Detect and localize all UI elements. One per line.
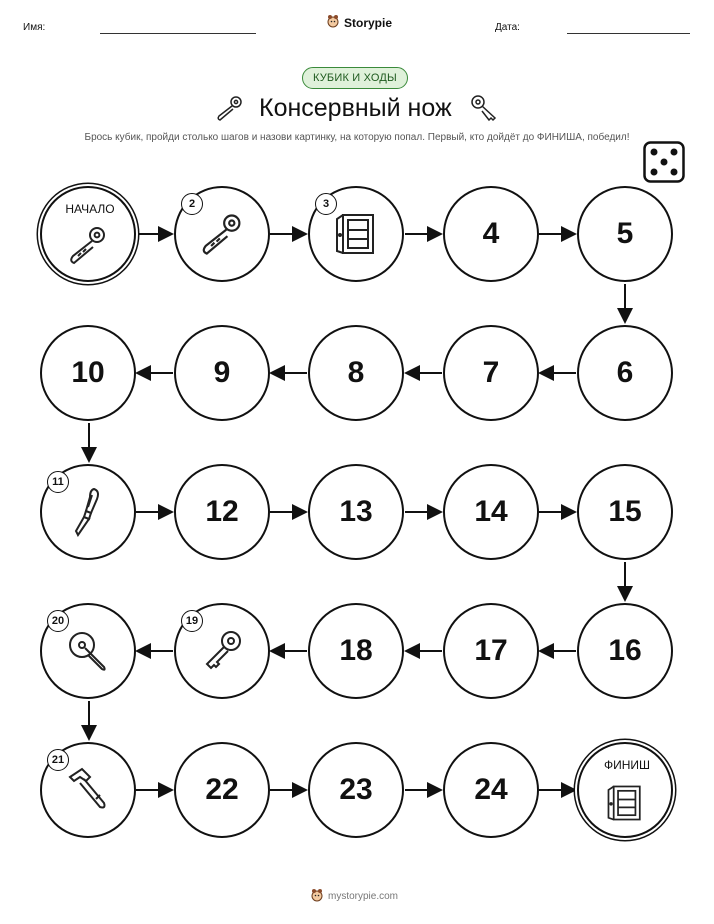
pizza-cutter-icon bbox=[64, 627, 112, 675]
cell-number: 14 bbox=[474, 495, 508, 528]
cell-number: 6 bbox=[616, 356, 634, 389]
cell-number: 7 bbox=[482, 356, 500, 389]
cell-number: 24 bbox=[474, 773, 508, 806]
brand-name: Storypie bbox=[344, 15, 393, 30]
cell-number: 17 bbox=[474, 634, 508, 667]
cell-number-badge: 19 bbox=[181, 610, 203, 632]
board-cell-21[interactable] bbox=[40, 742, 136, 838]
board-cell-24[interactable] bbox=[443, 742, 539, 838]
board-cell-11[interactable] bbox=[40, 464, 136, 560]
key-icon bbox=[199, 628, 245, 674]
cell-number: 13 bbox=[339, 495, 373, 528]
cell-number: 16 bbox=[608, 634, 642, 667]
date-label: Дата: bbox=[495, 22, 520, 33]
board-cell-10[interactable] bbox=[40, 325, 136, 421]
finish-cell[interactable] bbox=[577, 742, 673, 838]
board-cell-16[interactable] bbox=[577, 603, 673, 699]
cell-number-badge: 21 bbox=[47, 749, 69, 771]
cell-number: 22 bbox=[205, 773, 239, 806]
can-opener-icon bbox=[65, 224, 111, 266]
cell-number-badge: 3 bbox=[315, 193, 337, 215]
page-title: Консервный нож bbox=[259, 94, 452, 122]
board-cell-13[interactable] bbox=[308, 464, 404, 560]
board-cell-20[interactable] bbox=[40, 603, 136, 699]
board-cell-3[interactable] bbox=[308, 186, 404, 282]
cell-number: 9 bbox=[213, 356, 231, 389]
storypie-mascot-icon bbox=[310, 888, 324, 905]
cell-number-badge: 2 bbox=[181, 193, 203, 215]
footer bbox=[310, 888, 398, 905]
board-cell-22[interactable] bbox=[174, 742, 270, 838]
board-cell-8[interactable] bbox=[308, 325, 404, 421]
board-cell-7[interactable] bbox=[443, 325, 539, 421]
can-opener-icon bbox=[197, 211, 247, 257]
name-label: Имя: bbox=[23, 22, 46, 33]
board-cell-17[interactable] bbox=[443, 603, 539, 699]
knife-icon bbox=[68, 485, 108, 539]
board-cell-9[interactable] bbox=[174, 325, 270, 421]
cell-number: 5 bbox=[616, 217, 634, 250]
board-cell-19[interactable] bbox=[174, 603, 270, 699]
board-cell-4[interactable] bbox=[443, 186, 539, 282]
cell-number: 15 bbox=[608, 495, 642, 528]
board-cell-23[interactable] bbox=[308, 742, 404, 838]
board-cell-5[interactable] bbox=[577, 186, 673, 282]
cell-number: 23 bbox=[339, 773, 373, 806]
instructions: Брось кубик, пройди столько шагов и назови картинку, на которую попал. Первый, кто дойдёт до ФИНИША, победил! bbox=[84, 132, 630, 143]
cell-number-badge: 20 bbox=[47, 610, 69, 632]
cell-number: 4 bbox=[482, 217, 500, 250]
cell-number: 18 bbox=[339, 634, 373, 667]
start-label: НАЧАЛО bbox=[65, 202, 115, 216]
cell-number: 12 bbox=[205, 495, 239, 528]
cell-number-badge: 11 bbox=[47, 471, 69, 493]
cabinet-icon bbox=[333, 211, 379, 257]
cell-number: 8 bbox=[347, 356, 365, 389]
cell-number: 10 bbox=[71, 356, 105, 389]
finish-label: ФИНИШ bbox=[603, 758, 651, 772]
board-cell-2[interactable] bbox=[174, 186, 270, 282]
board-cell-12[interactable] bbox=[174, 464, 270, 560]
category-tag: КУБИК И ХОДЫ bbox=[302, 67, 408, 89]
footer-url[interactable]: mystorypie.com bbox=[328, 891, 399, 902]
board-cell-14[interactable] bbox=[443, 464, 539, 560]
board-cell-18[interactable] bbox=[308, 603, 404, 699]
cabinet-icon bbox=[605, 782, 645, 824]
start-cell[interactable] bbox=[40, 186, 136, 282]
hammer-icon bbox=[64, 765, 112, 815]
board-cell-6[interactable] bbox=[577, 325, 673, 421]
board-cell-15[interactable] bbox=[577, 464, 673, 560]
